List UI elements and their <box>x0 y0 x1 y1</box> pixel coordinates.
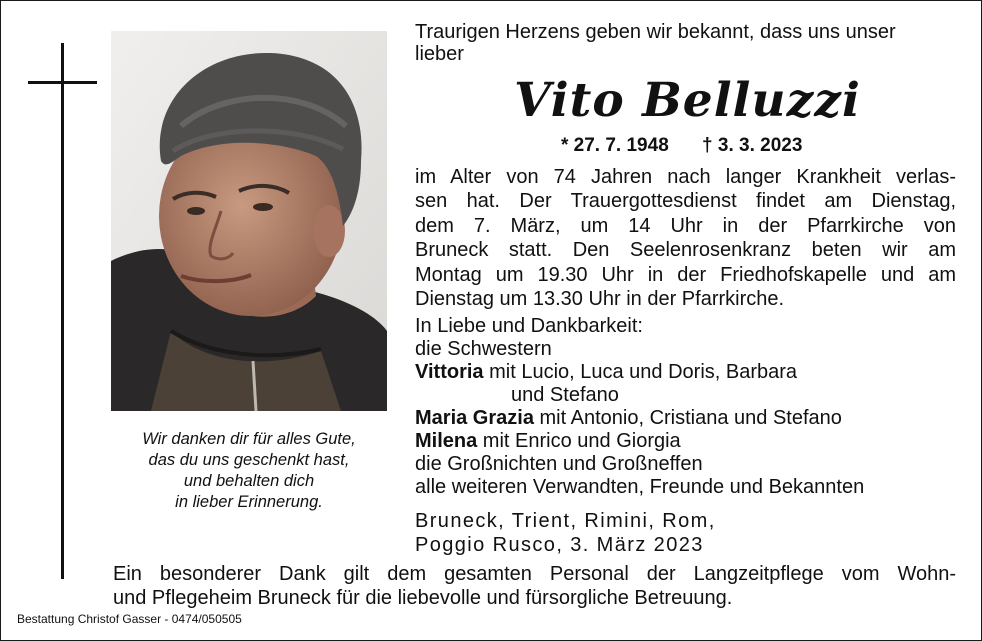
caption-line: Wir danken dir für alles Gute, <box>142 430 356 448</box>
family-others: alle weiteren Verwandten, Freunde und Bekannten <box>415 476 865 498</box>
body-line: sen hat. Der Trauergottesdienst findet am Dienstag, <box>415 190 956 213</box>
special-thanks <box>113 562 956 610</box>
thanks-line: und Pflegeheim Bruneck für die liebevolle und fürsorgliche Betreuung. <box>113 587 733 609</box>
body-line: dem 7. März, um 14 Uhr in der Pfarrkirche von <box>415 214 956 237</box>
funeral-home-credit: Bestattung Christof Gasser - 0474/050505 <box>17 612 242 626</box>
caption-line: in lieber Erinnerung. <box>175 493 323 511</box>
family-milena <box>415 430 960 453</box>
relatives: mit Lucio, Luca und Doris, Barbara <box>483 361 798 383</box>
intro-line: lieber <box>415 43 464 65</box>
cross-icon <box>61 43 64 579</box>
cross-icon-bar <box>28 81 97 84</box>
memorial-caption <box>111 429 387 513</box>
family-vittoria <box>415 361 960 384</box>
family-intro: In Liebe und Dankbarkeit: <box>415 315 643 337</box>
sister-name: Maria Grazia <box>415 407 534 429</box>
mourners-list <box>415 315 960 499</box>
sister-name: Vittoria <box>415 361 484 383</box>
thanks-line: Ein besonderer Dank gilt dem gesamten Personal der Langzeitpflege vom Wohn- <box>113 563 956 585</box>
family-sisters: die Schwestern <box>415 338 552 360</box>
life-dates <box>561 135 802 157</box>
birth-date: * 27. 7. 1948 <box>561 135 669 156</box>
family-maria-grazia <box>415 407 960 430</box>
announcement-intro <box>415 21 960 65</box>
relatives: mit Enrico und Giorgia <box>477 430 681 452</box>
caption-line: und behalten dich <box>183 472 315 490</box>
body-line: Dienstag um 13.30 Uhr in der Pfarrkirche. <box>415 288 785 311</box>
body-line: Montag um 19.30 Uhr in der Friedhofskapelle und am <box>415 263 956 286</box>
service-details <box>415 165 956 311</box>
family-vittoria-cont: und Stefano <box>511 384 619 406</box>
place-line: Poggio Rusco, 3. März 2023 <box>415 534 704 556</box>
death-date: † 3. 3. 2023 <box>702 135 803 156</box>
deceased-name: Vito Belluzzi <box>514 73 861 128</box>
body-line: im Alter von 74 Jahren nach langer Krankheit verlas- <box>415 166 956 188</box>
place-and-date <box>415 509 716 557</box>
place-line: Bruneck, Trient, Rimini, Rom, <box>415 510 716 532</box>
body-line: Bruneck statt. Den Seelenrosenkranz beten wir am <box>415 239 956 262</box>
portrait-illustration <box>111 31 387 411</box>
family-grand: die Großnichten und Großneffen <box>415 453 703 475</box>
sister-name: Milena <box>415 430 478 452</box>
portrait-photo <box>111 31 387 411</box>
caption-line: das du uns geschenkt hast, <box>148 451 350 469</box>
intro-line: Traurigen Herzens geben wir bekannt, dass uns unser <box>415 21 896 43</box>
relatives: mit Antonio, Cristiana und Stefano <box>533 407 842 429</box>
